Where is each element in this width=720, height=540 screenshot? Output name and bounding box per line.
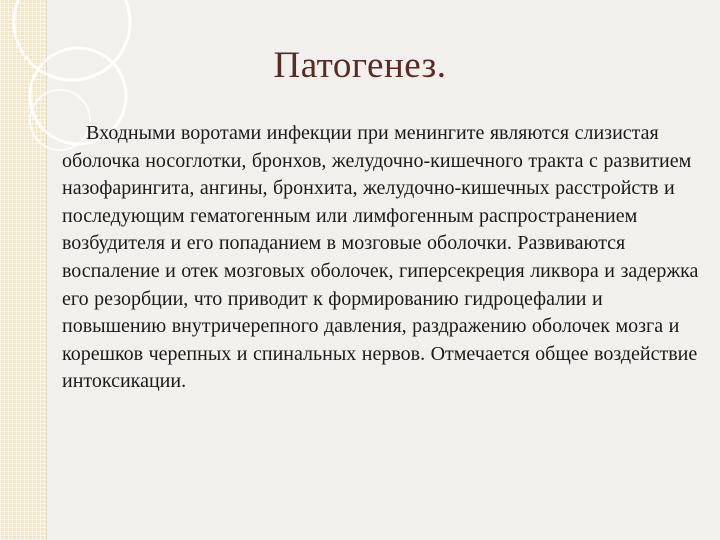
slide-title: Патогенез. bbox=[273, 45, 447, 86]
slide-body-text: Входными воротами инфекции при менингите являются слизистая оболочка носоглотки, бронхов, желудочно-кишечного тракта с развитием назофарингита, ангины, бронхита, желудочно-кишечных расстройств и последующим гематогенным или лимфогенным распространением возбудителя и его попаданием в мозговые оболочки. Развиваются воспаление и отек мозговых оболочек, гиперсекреция ликвора и задержка его резорбции, что приводит к формированию гидроцефалии и повышению внутричерепного давления, раздражению оболочек мозга и корешков черепных и спинальных нервов. Отмечается общее воздействие интоксикации. bbox=[62, 122, 699, 393]
